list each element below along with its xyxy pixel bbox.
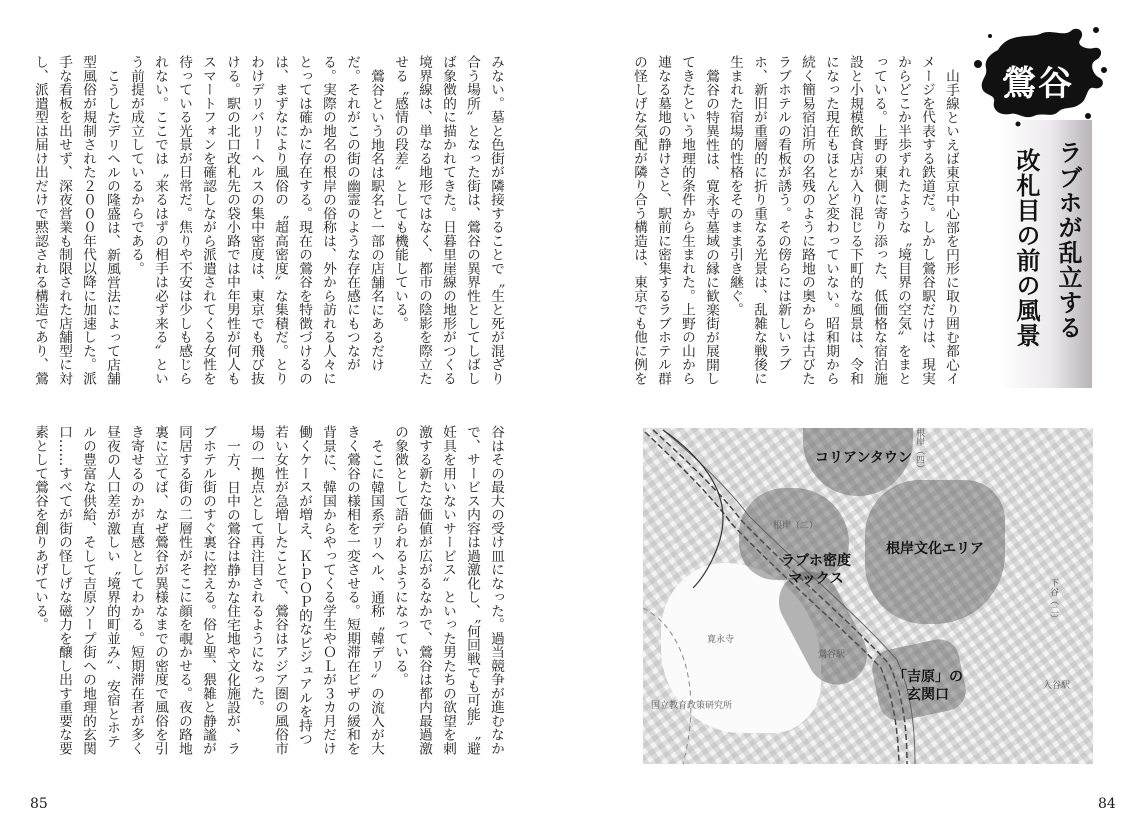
- left-page-bottom-text: [22, 425, 508, 755]
- section-tag: 鶯谷: [1002, 64, 1074, 104]
- right-page-text: [618, 55, 963, 385]
- paragraph: こうしたデリヘルの隆盛は、新風営法によって店舗型風俗が規制された２０００年代以降に加速した。派手な看板を出せず、深夜営業も制限された店舗型に対し、派遣型は届け出だけで黙認される構造であり、鶯: [32, 55, 120, 385]
- area-map: [643, 428, 1093, 764]
- paragraph: 山手線といえば東京中心部を円形に取り囲む都心イメージを代表する鉄道だ。しかし鶯谷駅だけは、現実からどこか半歩ずれたような〝境目界の空気〟をまとっている。上野の東側に寄り添った、低価格な宿泊施設と小規模飲食店が入り混じる下町的な風景は、令和になった現在もほとんど変わっていない。昭和期から続く簡易宿泊所の名残のように路地の奥からは古びたラブホテルの看板が誘う。その傍らには新しいラブホ、新旧が重層的に折り重なる光景は、乱雑な戦後に生まれた宿場的性格をそのまま引き継ぐ。: [727, 55, 959, 385]
- place-shitaya-2: 下谷（二）: [1048, 578, 1058, 623]
- page-number-left: 85: [30, 796, 48, 812]
- paragraph: 鶯谷の特異性は、寛永寺墓域の縁に歓楽街が展開してきたという地理的条件から生まれた。上野の山から連なる墓地の静けさと、駅前に密集するラブホテル群の怪しげな気配が隣り合う構造は、東京でも他に例を: [631, 55, 719, 385]
- place-uguisudani-station: 鶯谷駅: [818, 650, 846, 660]
- paragraph: みない。墓と色街が隣接することで〝生と死が混ざり合う場所〟となった街は、鶯谷の異界性としてしばしば象徴的に描かれてきた。日暮里崖線の地形がつくる境界線は、単なる地形ではなく、都市の陰影を際立たせる〝感情の段差〟としても機能している。: [392, 55, 504, 385]
- page-number-right: 84: [1098, 796, 1116, 812]
- paragraph: 谷はその最大の受け皿になった。過当競争が進むなかで、サービス内容は過激化し、〝何回戦でも可能〟〝避妊具を用いないサービス〟といった男たちの欲望を刺激する新たな価値が広がるなかで、鶯谷は都内最過激の象徴として語られるようになっている。: [392, 425, 504, 755]
- title-line-2: 改札目の前の風景: [1012, 148, 1041, 348]
- paragraph: そこに韓国系デリヘル、通称〝韓デリ〟の流入が大きく鶯谷の様相を一変させる。短期滞在ビザの緩和を背景に、韓国からやってくる学生やＯＬが３カ月だけ働くケースが増え、Ｋ‐ＰＯＰ的なビジュアルを持つ若い女性が急増したことで、鶯谷はアジア圏の風俗市場の一拠点として再注目されるようになった。: [248, 425, 384, 755]
- left-page-top-text: [22, 55, 508, 385]
- place-negishi-2: 根岸（二）: [773, 521, 819, 531]
- title-line-1: ラブホが乱立する: [1054, 140, 1083, 340]
- label-yoshiwara: 「吉原」の 玄関口: [893, 669, 963, 703]
- label-negishi-culture: 根岸文化エリア: [886, 541, 984, 557]
- label-lovehotel-max: ラブホ密度 マックス: [781, 553, 851, 587]
- place-kaneiji: 寛永寺: [707, 635, 735, 645]
- paragraph: 鶯谷という地名は駅名と一部の店舗名にあるだけだ。それがこの街の幽霊のような存在感にもつながる。実際の地名の根岸の俗称は、外から訪れる人々にとっては確かに存在する。現在の鶯谷を特徴づけるのは、まずなにより風俗の〝超高密度〟な集積だ。とりわけデリバリーヘルスの集中密度は、東京でも飛び抜ける。駅の北口改札先の袋小路では中年男性が何人もスマートフォンを確認しながら派遣されてくる女性を待っている光景が日常だ。焦りや不安は少しも感じられない。ここでは〝来るはずの相手は必ず来る〟という前提が成立しているからである。: [128, 55, 384, 385]
- place-nier: 国立教育政策研究所: [651, 701, 733, 711]
- place-iriya-station: 入谷駅: [1043, 681, 1071, 691]
- section-heading: [968, 20, 1108, 390]
- label-korean-town: コリアンタウン: [815, 450, 912, 466]
- paragraph: 一方、日中の鶯谷は静かな住宅地や文化施設が、ラブホテル街のすぐ裏に控える。俗と聖、猥雑と静謐が同居する街の二層性がそこに顔を覗かせる。夜の路地裏に立てば、なぜ鶯谷が異様なまでの密度で風俗を引き寄せるのかが直感としてわかる。短期滞在者が多く昼夜の人口差が激しい〝境界的町並み〟、安宿とホテルの豊富な供給、そして吉原ソープ街への地理的玄関口……すべてが街の怪しげな磁力を醸し出す重要な要素として鶯谷を創りあげている。: [32, 425, 240, 755]
- place-negishi-4: 根岸（四）: [914, 428, 924, 473]
